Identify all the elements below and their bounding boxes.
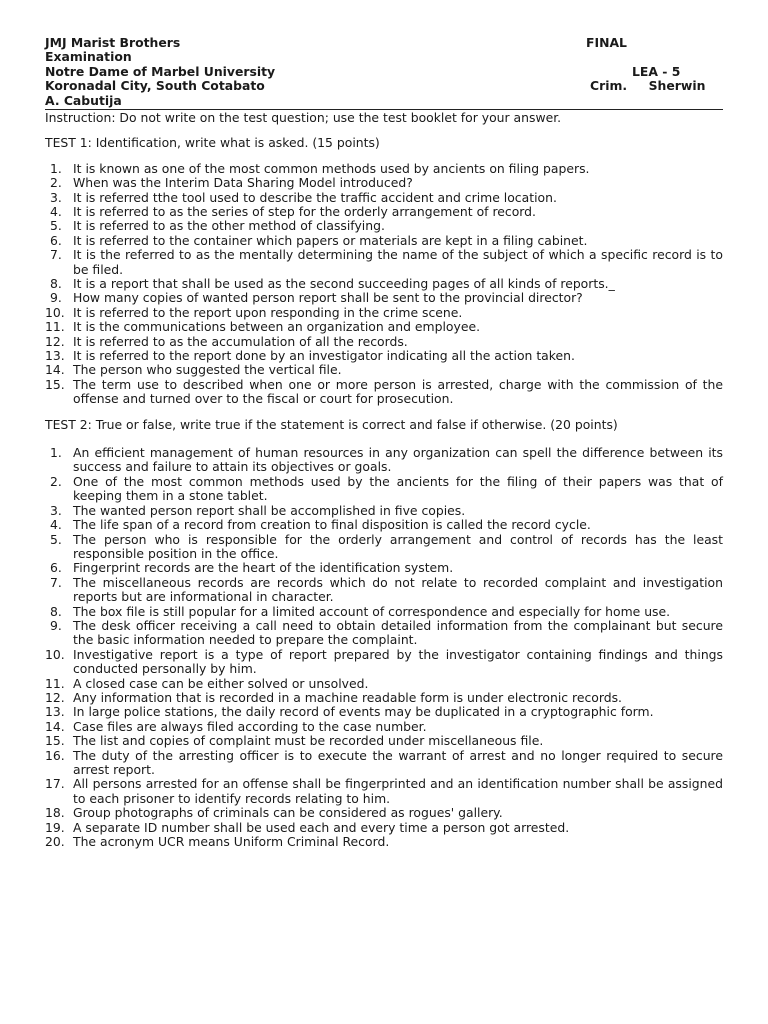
test2-question (45, 561, 723, 575)
test2-section (45, 418, 723, 850)
instruction: Instruction: Do not write on the test question; use the test booklet for your answer. (45, 109, 562, 125)
course-code: LEA - 5 (632, 63, 681, 79)
header-row-4 (45, 79, 723, 93)
question-number: 10. (45, 304, 65, 320)
question-text: It is the referred to as the mentally determining the name of the subject of which a specific record is to be filed. (73, 247, 723, 277)
header-row-1 (45, 36, 723, 50)
header-row-2 (45, 50, 723, 64)
question-number: 9. (50, 290, 62, 306)
test2-question (45, 806, 723, 820)
question-number: 15. (45, 376, 65, 392)
question-text: All persons arrested for an offense shall be fingerprinted and an identification number shall be assigned to each prisoner to identify records relating to him. (73, 776, 723, 806)
question-number: 3. (50, 189, 62, 205)
test2-question (45, 518, 723, 532)
question-text: The person who suggested the vertical file. (73, 362, 342, 378)
test2-question (45, 619, 723, 648)
test1-question (45, 306, 723, 320)
test1-question (45, 291, 723, 305)
question-number: 6. (50, 560, 62, 576)
test2-question (45, 446, 723, 475)
test2-list (45, 446, 723, 849)
instructor-name: A. Cabutija (45, 92, 122, 108)
test2-question (45, 835, 723, 849)
question-number: 6. (50, 232, 62, 248)
test2-question (45, 691, 723, 705)
question-text: The life span of a record from creation to final disposition is called the record cycle. (73, 517, 591, 533)
question-text: A separate ID number shall be used each and every time a person got arrested. (73, 819, 570, 835)
question-text: Fingerprint records are the heart of the identification system. (73, 560, 454, 576)
question-text: It is referred tthe tool used to describe the traffic accident and crime location. (73, 189, 557, 205)
question-number: 1. (50, 445, 62, 461)
question-number: 8. (50, 276, 62, 292)
question-number: 7. (50, 574, 62, 590)
question-number: 19. (45, 819, 65, 835)
location: Koronadal City, South Cotabato (45, 78, 265, 94)
test2-question (45, 648, 723, 677)
question-text: The wanted person report shall be accomplished in five copies. (73, 502, 466, 518)
test2-question (45, 777, 723, 806)
question-number: 12. (45, 333, 65, 349)
question-text: It is referred to as the series of step for the orderly arrangement of record. (73, 203, 536, 219)
test2-question (45, 605, 723, 619)
test1-section (45, 136, 723, 406)
question-text: It is referred to the report done by an investigator indicating all the action taken. (73, 348, 575, 364)
test1-question (45, 277, 723, 291)
test1-question (45, 191, 723, 205)
test2-question (45, 749, 723, 778)
question-text: When was the Interim Data Sharing Model introduced? (73, 175, 413, 191)
test1-question (45, 349, 723, 363)
question-number: 2. (50, 175, 62, 191)
test2-question (45, 734, 723, 748)
test2-question (45, 475, 723, 504)
question-text: The miscellaneous records are records which do not relate to recorded complaint and investigation reports but are informational in character. (73, 574, 723, 605)
question-number: 17. (45, 776, 65, 792)
test1-question (45, 320, 723, 334)
question-text: The acronym UCR means Uniform Criminal Record. (73, 834, 390, 850)
question-number: 18. (45, 805, 65, 821)
examination-label: Examination (45, 49, 132, 65)
question-number: 14. (45, 718, 65, 734)
question-number: 11. (45, 319, 65, 335)
question-number: 1. (50, 160, 62, 176)
instructor-label: Crim. Sherwin (590, 78, 706, 94)
question-number: 15. (45, 733, 65, 749)
question-text: Group photographs of criminals can be considered as rogues' gallery. (73, 805, 503, 821)
university-name: Notre Dame of Marbel University (45, 63, 276, 79)
test1-question (45, 363, 723, 377)
question-number: 5. (50, 531, 62, 547)
question-number: 20. (45, 834, 65, 850)
test2-question (45, 504, 723, 518)
test2-question (45, 677, 723, 691)
test1-question (45, 234, 723, 248)
question-text: In large police stations, the daily record of events may be duplicated in a cryptographic form. (73, 704, 654, 720)
test1-question (45, 378, 723, 407)
question-text: It is known as one of the most common methods used by ancients on filing papers. (73, 160, 590, 176)
question-text: The person who is responsible for the orderly arrangement and control of records has the least responsible position in the office. (73, 531, 723, 561)
test2-question (45, 720, 723, 734)
test1-question (45, 219, 723, 233)
question-number: 13. (45, 704, 65, 720)
question-text: The duty of the arresting officer is to execute the warrant of arrest and no longer required to secure arrest report. (73, 747, 723, 778)
question-text: The list and copies of complaint must be recorded under miscellaneous file. (73, 733, 544, 749)
test2-question (45, 705, 723, 719)
question-text: It is the communications between an organization and employee. (73, 319, 481, 335)
question-number: 4. (50, 203, 62, 219)
test1-question (45, 248, 723, 277)
question-text: It is referred to as the accumulation of all the records. (73, 333, 408, 349)
question-text: One of the most common methods used by the ancients for the filing of their papers was that of keeping them in a stone tablet. (73, 473, 723, 504)
question-number: 13. (45, 348, 65, 364)
question-text: It is referred to the container which papers or materials are kept in a filing cabinet. (73, 232, 588, 248)
question-text: The box file is still popular for a limited account of correspondence and especially for home use. (73, 603, 671, 619)
final-label: FINAL (586, 35, 627, 50)
header-row-3 (45, 65, 723, 79)
question-text: Any information that is recorded in a machine readable form is under electronic records. (73, 689, 622, 705)
question-text: It is referred to as the other method of classifying. (73, 218, 385, 234)
question-text: It is a report that shall be used as the second succeeding pages of all kinds of reports._ (73, 276, 615, 292)
question-number: 14. (45, 362, 65, 378)
question-number: 12. (45, 689, 65, 705)
question-number: 2. (50, 473, 62, 489)
test1-title: TEST 1: Identification, write what is asked. (15 points) (45, 135, 380, 151)
test1-question (45, 162, 723, 176)
test2-question (45, 821, 723, 835)
test1-question (45, 176, 723, 190)
question-number: 7. (50, 247, 62, 263)
question-number: 10. (45, 646, 65, 662)
test1-question (45, 205, 723, 219)
question-text: The desk officer receiving a call need to obtain detailed information from the complainant but secure the basic information needed to prepare the complaint. (73, 617, 723, 648)
question-text: An efficient management of human resources in any organization can spell the difference between its success and failure to attain its objectives or goals. (73, 445, 723, 475)
test1-question (45, 335, 723, 349)
test2-title: TEST 2: True or false, write true if the statement is correct and false if otherwise. (20 points) (45, 416, 618, 432)
question-text: It is referred to the report upon responding in the crime scene. (73, 304, 463, 320)
question-text: The term use to described when one or more person is arrested, charge with the commission of the offense and turned over to the fiscal or court for prosecution. (73, 376, 723, 407)
question-text: A closed case can be either solved or unsolved. (73, 675, 369, 691)
exam-page (45, 36, 723, 849)
question-number: 4. (50, 517, 62, 533)
question-number: 5. (50, 218, 62, 234)
question-text: Investigative report is a type of report prepared by the investigator containing findings and things conducted personally by him. (73, 646, 723, 677)
school-name: JMJ Marist Brothers (45, 35, 181, 50)
question-number: 16. (45, 747, 65, 763)
question-text: Case files are always filed according to the case number. (73, 718, 427, 734)
question-number: 9. (50, 617, 62, 633)
header-row-5 (45, 94, 723, 108)
test2-question (45, 576, 723, 605)
test2-question (45, 533, 723, 562)
question-text: How many copies of wanted person report shall be sent to the provincial director? (73, 290, 583, 306)
question-number: 11. (45, 675, 65, 691)
question-number: 8. (50, 603, 62, 619)
question-number: 3. (50, 502, 62, 518)
test1-list (45, 162, 723, 407)
